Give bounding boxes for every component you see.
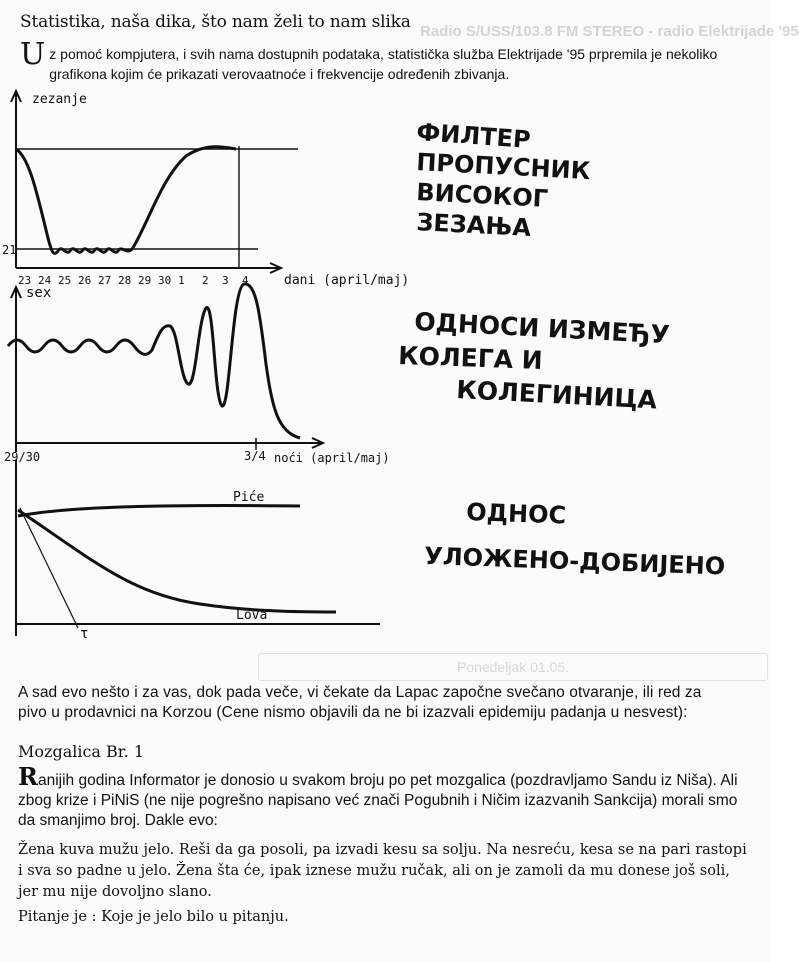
paragraph2-text: anijih godina Informator je donosio u svakom broju po pet mozgalica (pozdravljamo Sandu iz Niša). Ali zbog krize i PiNiS (ne nije pogrešno napisano već znači Pogubnih i Ničim izazvanih Sankcija) morali smo da smanjimo broj. Dakle evo: [18, 772, 738, 829]
fig3-curve-lova [18, 510, 336, 612]
page-title: Statistika, naša dika, što nam želi to nam slika [20, 12, 411, 32]
fig2-caption [398, 307, 671, 415]
paragraph-mozgalica [18, 762, 738, 831]
intro-dropcap: U [20, 37, 46, 72]
caption-line: КОЛЕГИНИЦА [455, 375, 658, 415]
fig2-ylabel: sex [26, 285, 52, 301]
caption-line: ФИЛТЕР [415, 118, 532, 154]
fig3-caption [424, 498, 726, 580]
paragraph2-dropcap: R [18, 762, 38, 791]
caption-line: ОДНОСИ ИЗМЕЂУ [413, 307, 671, 350]
fig1-xtick: 4 [242, 274, 249, 287]
fig1-xticks [18, 274, 249, 287]
fig1-xtick: 2 [202, 274, 209, 287]
fig1-xtick: 1 [178, 274, 185, 287]
caption-line: ЗЕЗАЊА [415, 208, 532, 242]
figures-area [0, 88, 770, 648]
caption-line: ВИСОКОГ [415, 178, 549, 213]
fig1-xtick: 25 [58, 274, 72, 287]
fig3-label-lova: Lova [236, 608, 268, 623]
fig1-ylabel: zezanje [32, 92, 87, 107]
fig2-xtick-start: 29/30 [4, 450, 41, 464]
fig1-xtick: 3 [222, 274, 229, 287]
fig3-axis-mark: τ [80, 626, 89, 642]
fig1-caption [416, 118, 592, 242]
fig2-xlabel: noći (april/maj) [274, 451, 390, 465]
fig3-curve-pice [18, 505, 300, 516]
fig1-xtick: 24 [38, 274, 52, 287]
figure-pice-lova [16, 460, 726, 642]
fig1-xtick: 26 [78, 274, 92, 287]
intro-paragraph [20, 37, 740, 84]
fig1-xtick: 29 [138, 274, 152, 287]
fig1-xtick: 28 [118, 274, 132, 287]
intro-text: z pomoć kompjutera, i svih nama dostupnih podataka, statistička služba Elektrijade '95 prpremila je nekoliko grafikona kojim će prikazati verovaatnoće i frekvencije određenih zbivanja. [49, 46, 718, 82]
puzzle-question: Pitanje je : Koje je jelo bilo u pitanju. [18, 909, 289, 925]
fig2-xtick-end: 3/4 [244, 449, 266, 463]
bleed-heading: Radio S/USS/103.8 FM STEREO - radio Elektrijade '95 [420, 23, 799, 40]
fig3-label-pice: Piće [233, 490, 265, 505]
fig1-xtick: 23 [18, 274, 32, 287]
caption-line: КОЛЕГА И [397, 341, 544, 376]
bleed-through-text [420, 23, 799, 40]
fig2-curve [8, 284, 300, 438]
paragraph-intro-puzzle: A sad evo nešto i za vas, dok pada veče, vi čekate da Lapac započne svečano otvaranje, ili red za pivo u prodavnici na Korzou (Cene nismo objavili da ne bi izazvali epidemiju padanja u nesvest): [18, 684, 702, 721]
caption-line: ОДНОС [465, 498, 567, 530]
fig1-xtick: 30 [158, 274, 172, 287]
fig1-xlabel: dani (april/maj) [284, 273, 410, 288]
section-subtitle: Mozgalica Br. 1 [18, 742, 145, 761]
bleed-day-box: Ponedeljak 01.05. [258, 653, 768, 681]
puzzle-text: Žena kuva mužu jelo. Reši da ga posoli, pa izvadi kesu sa solju. Na nesreću, kesa se na pari rastopi i sva so padne u jelo. Žena šta će, ipak iznese mužu ručak, ali on je zamoli da mu donese još soli, jer mu nije dovoljno slano. [18, 842, 747, 900]
caption-line: ПРОПУСНИК [415, 148, 591, 186]
fig1-curve [16, 147, 236, 254]
figure-zezanje [2, 91, 591, 288]
fig1-xtick: 27 [98, 274, 112, 287]
figure-sex [4, 284, 670, 465]
fig3-tangent-line [20, 508, 78, 628]
fig1-ytick: 21 [2, 243, 17, 257]
caption-line: УЛОЖЕНО-ДОБИЈЕНО [423, 542, 726, 581]
